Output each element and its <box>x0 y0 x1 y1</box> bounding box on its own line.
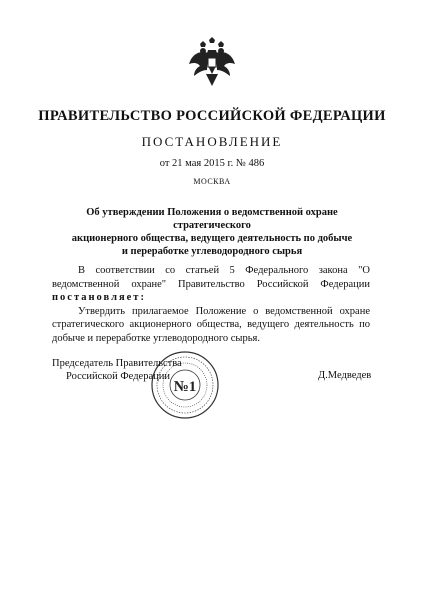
signatory-title <box>52 357 182 383</box>
subject-line: Об утверждении Положения о ведомственной охране стратегического <box>86 207 338 231</box>
body-paragraph: Утвердить прилагаемое Положение о ведомственной охране стратегического акционерного общества, ведущего деятельность по добыче и переработке углеводородного сырья. <box>52 305 370 344</box>
government-title: ПРАВИТЕЛЬСТВО РОССИЙСКОЙ ФЕДЕРАЦИИ <box>38 108 386 124</box>
document-type: ПОСТАНОВЛЕНИЕ <box>141 134 283 149</box>
city-name: МОСКВА <box>193 177 231 186</box>
signatory-title-line: Российской Федерации <box>66 371 170 382</box>
body-paragraph-text: В соответствии со статьей 5 Федерального закона "О ведомственной охране" Правительство Российской Федерации <box>52 265 370 290</box>
double-headed-eagle-icon <box>188 36 236 88</box>
subject-line: акционерного общества, ведущего деятельность по добыче <box>71 233 353 244</box>
body-paragraph <box>52 264 370 305</box>
signatory-title-line: Председатель Правительства <box>52 358 182 369</box>
document-date-number: от 21 мая 2015 г. № 486 <box>159 158 265 169</box>
signatory-name: Д.Медведев <box>318 370 372 381</box>
document-body <box>52 264 370 345</box>
subject-line: и переработке углеводородного сырья <box>121 246 303 257</box>
seal-number: №1 <box>173 379 197 395</box>
decree-keyword: постановляет: <box>52 292 146 303</box>
document-subject <box>60 206 364 258</box>
